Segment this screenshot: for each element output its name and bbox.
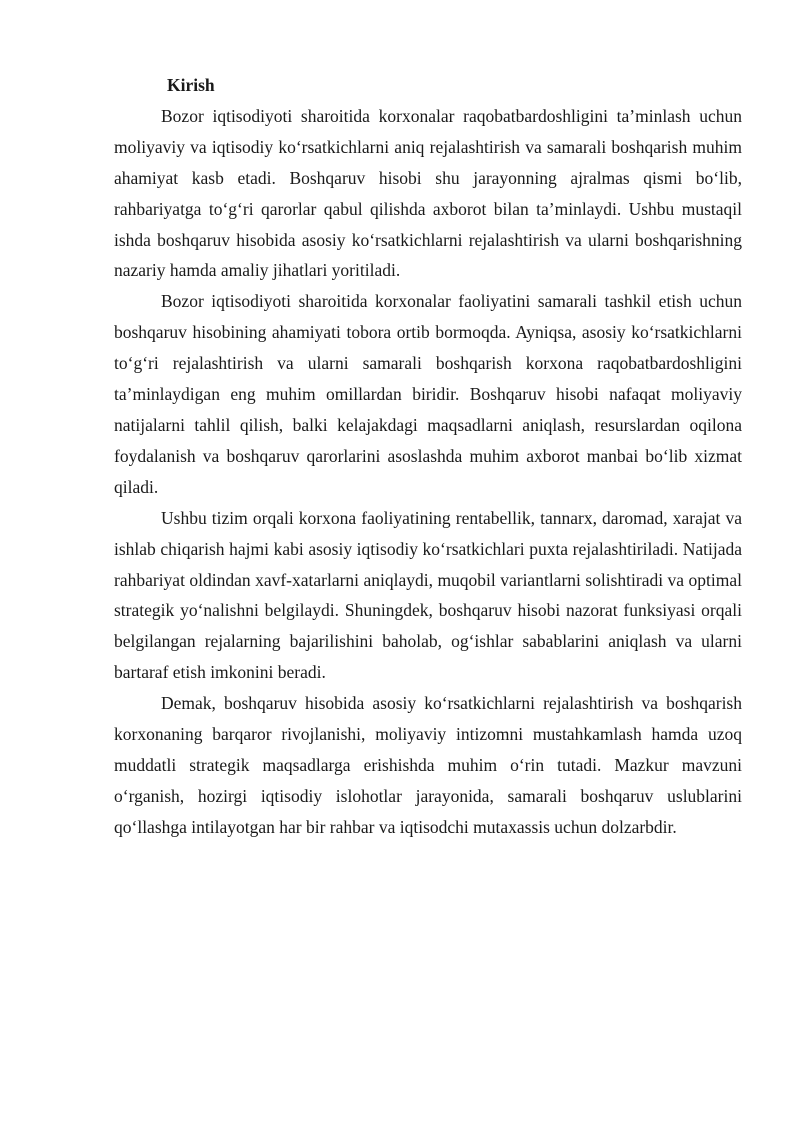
paragraph-1: Bozor iqtisodiyoti sharoitida korxonalar raqobatbardoshligini ta’minlash uchun moliyaviy va iqtisodiy ko‘rsatkichlarni aniq rejalashtirish va samarali boshqarish muhim ahamiyat kasb etadi. Boshqaruv hisobi shu jarayonning ajralmas qismi bo‘lib, rahbariyatga to‘g‘ri qarorlar qabul qilishda axborot bilan ta’minlaydi. Ushbu mustaqil ishda boshqaruv hisobida asosiy ko‘rsatkichlarni rejalashtirish va ularni boshqarishning nazariy hamda amaliy jihatlari yoritiladi. [114,105,742,281]
paragraph-3: Ushbu tizim orqali korxona faoliyatining rentabellik, tannarx, daromad, xarajat va ishlab chiqarish hajmi kabi asosiy iqtisodiy ko‘rsatkichlari puxta rejalashtiriladi. Natijada rahbariyat oldindan xavf-xatarlarni aniqlaydi, muqobil variantlarni solishtiradi va optimal strategik yo‘nalishni belgilaydi. Shuningdek, boshqaruv hisobi nazorat funksiyasi orqali belgilangan rejalarning bajarilishini baholab, og‘ishlar sabablarini aniqlash va ularni bartaraf etish imkonini beradi. [114,507,742,683]
section-heading: Kirish [167,75,215,95]
paragraph-2: Bozor iqtisodiyoti sharoitida korxonalar faoliyatini samarali tashkil etish uchun boshqaruv hisobining ahamiyati tobora ortib bormoqda. Ayniqsa, asosiy ko‘rsatkichlarni to‘g‘ri rejalashtirish va ularni samarali boshqarish korxona raqobatbardoshligini ta’minlaydigan eng muhim omillardan biridir. Boshqaruv hisobi nafaqat moliyaviy natijalarni tahlil qilish, balki kelajakdagi maqsadlarni aniqlash, resurslardan oqilona foydalanish va boshqaruv qarorlarini asoslashda muhim axborot manbai bo‘lib xizmat qiladi. [114,291,742,497]
paragraph-4: Demak, boshqaruv hisobida asosiy ko‘rsatkichlarni rejalashtirish va boshqarish korxonaning barqaror rivojlanishi, moliyaviy intizomni mustahkamlash hamda uzoq muddatli strategik maqsadlarga erishishda muhim o‘rin tutadi. Mazkur mavzuni o‘rganish, hozirgi iqtisodiy islohotlar jarayonida, samarali boshqaruv uslublarini qo‘llashga intilayotgan har bir rahbar va iqtisodchi mutaxassis uchun dolzarbdir. [114,693,742,837]
document-body [114,70,742,843]
